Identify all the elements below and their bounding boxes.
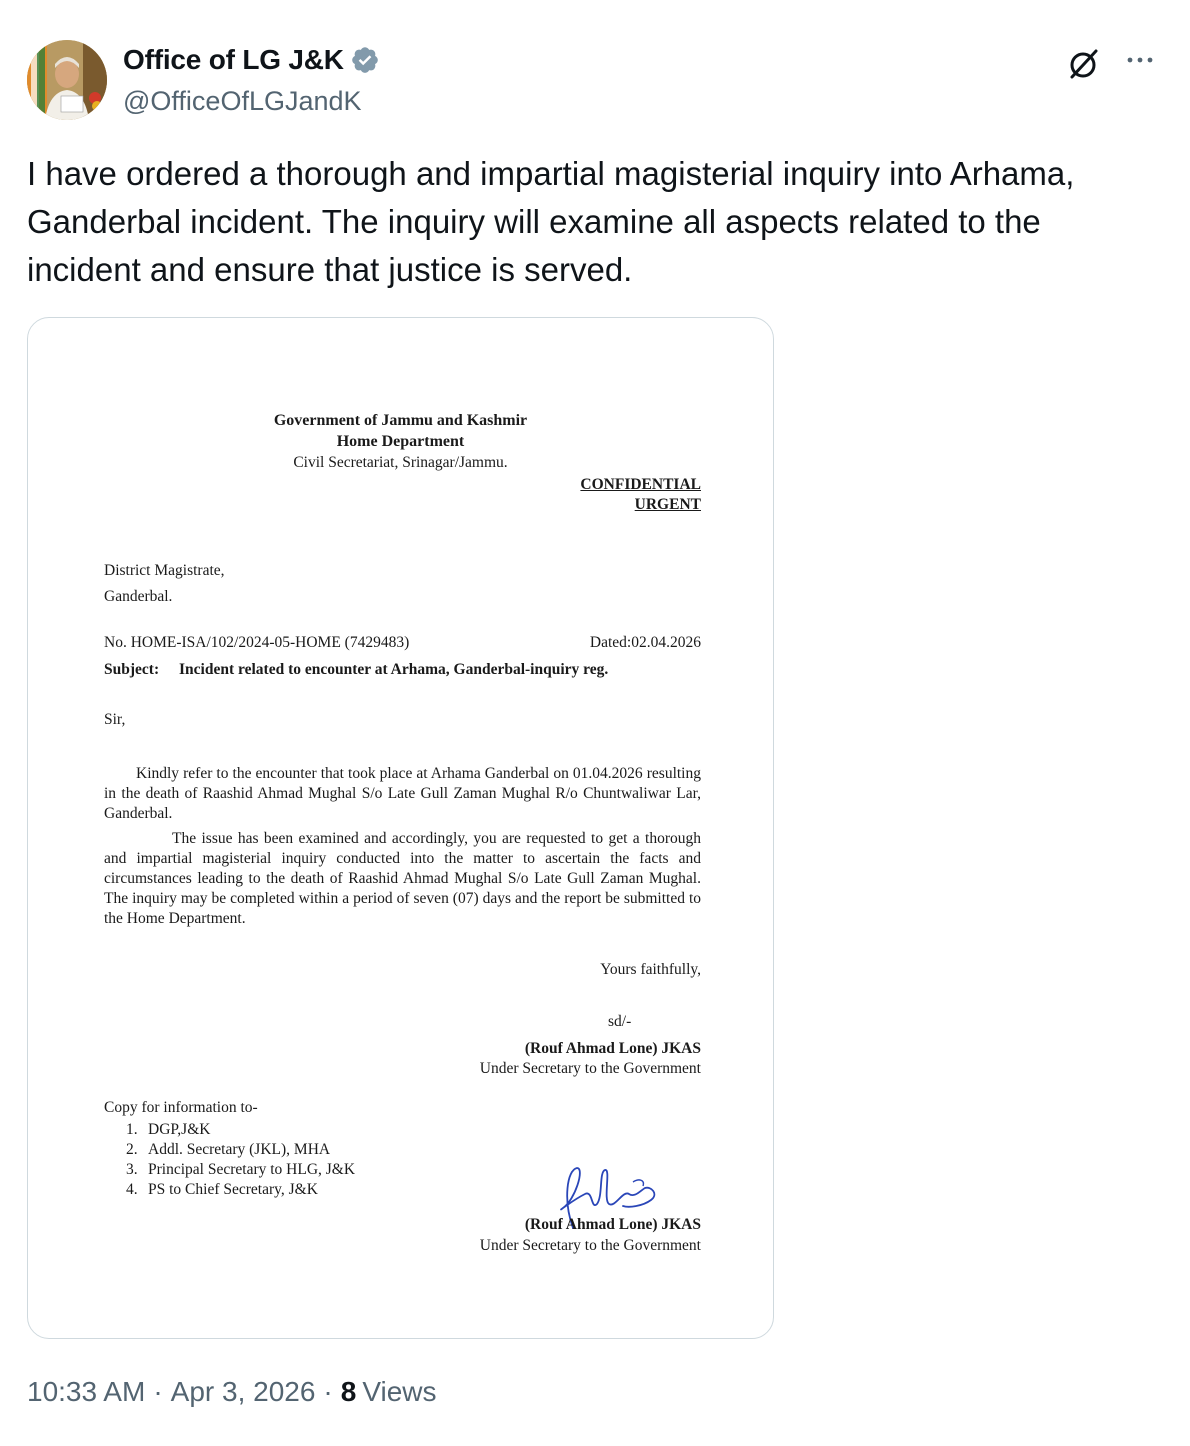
doc-subject-text: Incident related to encounter at Arhama, Ganderbal-inquiry reg. (179, 661, 609, 678)
doc-subject-label: Subject: (104, 661, 160, 678)
grok-icon[interactable] (1066, 46, 1102, 82)
doc-sd: sd/- (608, 1013, 632, 1030)
doc-urgent: URGENT (634, 496, 701, 513)
separator-dot: · (153, 1376, 163, 1407)
verified-badge-icon (350, 45, 380, 75)
tweet-media-image[interactable] (27, 317, 774, 1339)
views-count[interactable]: 8 (340, 1376, 357, 1407)
tweet-text: I have ordered a thorough and impartial magisterial inquiry into Arhama, Ganderbal incident. The inquiry will examine all aspects related to the incident and ensure that justice is served. (27, 155, 1075, 288)
doc-signatory-name-2: (Rouf Ahmad Lone) JKAS (524, 1216, 701, 1233)
author-name-row[interactable] (123, 44, 380, 76)
doc-signatory-title: Under Secretary to the Government (479, 1060, 701, 1077)
copy-list-item: 4. PS to Chief Secretary, J&K (126, 1181, 318, 1198)
avatar[interactable] (27, 40, 107, 120)
views-label[interactable]: Views (362, 1376, 437, 1407)
doc-addressee-1: District Magistrate, (104, 562, 225, 579)
tweet-time[interactable]: 10:33 AM (27, 1376, 146, 1407)
doc-signatory-name: (Rouf Ahmad Lone) JKAS (524, 1040, 701, 1057)
doc-signatory-title-2: Under Secretary to the Government (479, 1237, 701, 1254)
avatar-photo (27, 40, 107, 120)
document (28, 318, 773, 1338)
doc-ref-no: No. HOME-ISA/102/2024-05-HOME (7429483) (104, 634, 410, 651)
doc-header-dept: Home Department (336, 433, 465, 450)
doc-header-govt: Government of Jammu and Kashmir (273, 412, 528, 429)
doc-confidential: CONFIDENTIAL (580, 476, 701, 493)
doc-closing: Yours faithfully, (600, 961, 701, 978)
doc-addressee-2: Ganderbal. (104, 588, 173, 605)
doc-copy-list (126, 1120, 355, 1200)
separator-dot: · (323, 1376, 333, 1407)
doc-paragraph-1: Kindly refer to the encounter that took place at Arhama Ganderbal on 01.04.2026 resulting in the death of Raashid Ahmad Mughal S/o Late Gull Zaman Mughal R/o Chuntwaliwar Lar, Ganderbal. (104, 765, 701, 822)
doc-salutation: Sir, (104, 711, 126, 728)
tweet-meta (27, 1376, 437, 1408)
doc-copy-heading: Copy for information to- (104, 1099, 258, 1116)
copy-list-item: 3. Principal Secretary to HLG, J&K (126, 1161, 356, 1178)
doc-dated: Dated:02.04.2026 (589, 634, 701, 651)
copy-list-item: 2. Addl. Secretary (JKL), MHA (126, 1141, 331, 1158)
doc-paragraph-2: The issue has been examined and accordingly, you are requested to get a thorough and impartial magisterial inquiry conducted into the matter to ascertain the facts and circumstances leading to the death of Raashid Ahmad Mughal S/o Late Gull Zaman Mughal. The inquiry may be completed within a period of seven (07) days and the report be submitted to the Home Department. (104, 830, 701, 927)
doc-header-address: Civil Secretariat, Srinagar/Jammu. (293, 454, 508, 471)
handle[interactable]: @OfficeOfLGJandK (123, 86, 362, 116)
tweet-date[interactable]: Apr 3, 2026 (170, 1376, 316, 1407)
display-name[interactable]: Office of LG J&K (123, 44, 344, 75)
copy-list-item: 1. DGP,J&K (126, 1121, 211, 1138)
more-options-icon[interactable] (1122, 48, 1158, 72)
